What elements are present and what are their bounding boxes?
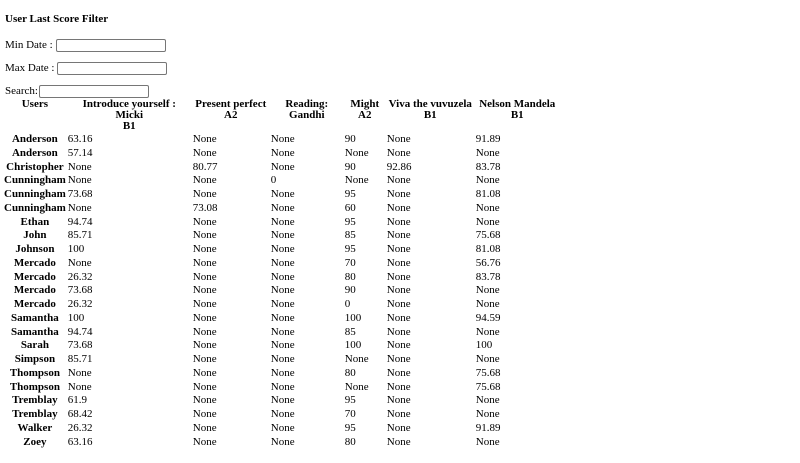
table-row bbox=[4, 408, 559, 422]
score-cell: None bbox=[386, 133, 411, 145]
table-row bbox=[4, 271, 559, 285]
score-cell: None bbox=[475, 201, 500, 214]
score-cell: None bbox=[270, 229, 295, 242]
score-cell: 100 bbox=[344, 311, 362, 324]
score-cell: 75.68 bbox=[475, 229, 501, 242]
score-cell: None bbox=[386, 380, 411, 393]
score-cell: None bbox=[270, 408, 295, 420]
score-cell: None bbox=[270, 421, 295, 434]
score-cell: None bbox=[270, 243, 295, 255]
column-header-line: A2 bbox=[224, 109, 238, 121]
score-cell: None bbox=[270, 256, 295, 269]
score-cell: 63.16 bbox=[67, 435, 93, 448]
score-cell: None bbox=[270, 380, 295, 393]
score-cell: None bbox=[270, 325, 295, 338]
score-cell: 75.68 bbox=[475, 366, 501, 379]
score-cell: None bbox=[192, 408, 217, 420]
table-body bbox=[4, 133, 559, 449]
score-cell: None bbox=[192, 133, 217, 145]
score-cell: None bbox=[386, 188, 411, 200]
score-cell: None bbox=[475, 298, 500, 310]
table-row bbox=[4, 422, 559, 436]
column-header-2[interactable] bbox=[193, 99, 269, 133]
score-cell: None bbox=[344, 380, 369, 393]
column-header-line: Introduce yourself : Micki bbox=[82, 98, 176, 121]
score-cell: None bbox=[192, 243, 217, 255]
table-row bbox=[4, 188, 559, 202]
score-cell: 75.68 bbox=[475, 380, 501, 393]
table-row bbox=[4, 216, 559, 230]
user-name-cell: Anderson bbox=[11, 133, 58, 145]
column-header-line: B1 bbox=[423, 109, 437, 121]
score-cell: None bbox=[67, 201, 92, 214]
table-row bbox=[4, 353, 559, 367]
score-cell: 95 bbox=[344, 188, 356, 200]
search-input[interactable] bbox=[39, 85, 149, 98]
table-row bbox=[4, 133, 559, 147]
score-cell: 80 bbox=[344, 366, 356, 379]
score-cell: 90 bbox=[344, 160, 356, 173]
score-cell: None bbox=[386, 298, 411, 310]
score-cell: None bbox=[270, 366, 295, 379]
score-cell: None bbox=[270, 435, 295, 448]
column-header-3[interactable] bbox=[271, 99, 343, 133]
user-name-cell: Tremblay bbox=[12, 394, 58, 407]
score-cell: 100 bbox=[344, 339, 362, 352]
user-name-cell: Walker bbox=[17, 421, 53, 434]
score-cell: 95 bbox=[344, 394, 356, 407]
min-date-input[interactable] bbox=[56, 39, 166, 52]
score-cell: None bbox=[67, 380, 92, 393]
score-cell: None bbox=[192, 380, 217, 393]
score-cell: None bbox=[270, 133, 295, 145]
score-cell: None bbox=[386, 229, 411, 242]
score-cell: 56.76 bbox=[475, 256, 501, 269]
score-cell: None bbox=[192, 353, 217, 365]
column-header-4[interactable] bbox=[345, 99, 385, 133]
column-header-0[interactable] bbox=[4, 99, 66, 133]
score-cell: None bbox=[386, 201, 411, 214]
search-label: Search: bbox=[5, 85, 38, 97]
score-cell: None bbox=[270, 188, 295, 200]
table-row bbox=[4, 174, 559, 188]
score-cell: 92.86 bbox=[386, 160, 412, 173]
user-name-cell: Johnson bbox=[15, 243, 55, 255]
score-cell: None bbox=[192, 421, 217, 434]
max-date-input[interactable] bbox=[57, 62, 167, 75]
score-cell: None bbox=[192, 215, 217, 228]
score-cell: 94.74 bbox=[67, 215, 93, 228]
score-cell: 73.68 bbox=[67, 284, 93, 297]
score-cell: 90 bbox=[344, 133, 356, 145]
score-cell: None bbox=[386, 256, 411, 269]
score-cell: None bbox=[386, 366, 411, 379]
score-cell: 91.89 bbox=[475, 133, 501, 145]
score-cell: 80 bbox=[344, 270, 356, 283]
max-date-label: Max Date : bbox=[5, 62, 55, 74]
user-name-cell: Mercado bbox=[13, 284, 56, 297]
score-cell: 81.08 bbox=[475, 243, 501, 255]
score-cell: None bbox=[386, 339, 411, 352]
user-name-cell: Simpson bbox=[14, 353, 56, 365]
score-cell: None bbox=[270, 394, 295, 407]
score-cell: 81.08 bbox=[475, 188, 501, 200]
user-name-cell: Mercado bbox=[13, 270, 56, 283]
table-row bbox=[4, 229, 559, 243]
score-cell: None bbox=[386, 284, 411, 297]
score-cell: None bbox=[344, 174, 369, 187]
column-header-5[interactable] bbox=[387, 99, 474, 133]
score-cell: None bbox=[386, 243, 411, 255]
user-name-cell: Cunningham bbox=[4, 174, 66, 187]
score-cell: 70 bbox=[344, 256, 356, 269]
score-cell: None bbox=[344, 353, 369, 365]
score-cell: 85.71 bbox=[67, 353, 93, 365]
score-cell: None bbox=[475, 353, 500, 365]
score-cell: 83.78 bbox=[475, 270, 501, 283]
score-cell: 80 bbox=[344, 435, 356, 448]
score-cell: None bbox=[67, 256, 92, 269]
column-header-line: B1 bbox=[510, 109, 524, 121]
table-row bbox=[4, 339, 559, 353]
user-name-cell: Ethan bbox=[20, 215, 50, 228]
score-cell: None bbox=[270, 284, 295, 297]
score-cell: None bbox=[192, 256, 217, 269]
score-cell: None bbox=[192, 270, 217, 283]
user-name-cell: Zoey bbox=[23, 435, 47, 448]
table-row bbox=[4, 394, 559, 408]
score-cell: None bbox=[475, 408, 500, 420]
score-cell: None bbox=[475, 325, 500, 338]
column-header-line: Might bbox=[350, 98, 380, 110]
column-header-6[interactable] bbox=[476, 99, 559, 133]
score-cell: None bbox=[270, 215, 295, 228]
table-row bbox=[4, 147, 559, 161]
score-cell: 85 bbox=[344, 229, 356, 242]
score-cell: 73.68 bbox=[67, 339, 93, 352]
score-cell: 90 bbox=[344, 284, 356, 297]
column-header-line: Nelson Mandela bbox=[479, 98, 556, 110]
score-cell: None bbox=[475, 435, 500, 448]
score-cell: 0 bbox=[344, 298, 351, 310]
score-cell: 26.32 bbox=[67, 298, 93, 310]
user-name-cell: Sarah bbox=[20, 339, 49, 352]
score-cell: None bbox=[344, 146, 369, 159]
score-cell: None bbox=[192, 311, 217, 324]
score-cell: None bbox=[386, 174, 411, 187]
score-cell: 94.74 bbox=[67, 325, 93, 338]
score-cell: 68.42 bbox=[67, 408, 93, 420]
user-name-cell: Cunningham bbox=[4, 188, 66, 200]
score-cell: None bbox=[192, 339, 217, 352]
column-header-1[interactable] bbox=[68, 99, 191, 133]
score-cell: None bbox=[192, 174, 217, 187]
score-cell: None bbox=[386, 325, 411, 338]
table-row bbox=[4, 257, 559, 271]
score-cell: 60 bbox=[344, 201, 356, 214]
table-row bbox=[4, 298, 559, 312]
column-header-line: B1 bbox=[122, 120, 136, 132]
score-cell: None bbox=[475, 284, 500, 297]
score-cell: None bbox=[192, 325, 217, 338]
table-header bbox=[4, 99, 559, 133]
page-title: User Last Score Filter bbox=[5, 13, 109, 25]
score-cell: None bbox=[192, 394, 217, 407]
page-container bbox=[0, 13, 800, 449]
score-cell: None bbox=[270, 298, 295, 310]
score-cell: None bbox=[67, 366, 92, 379]
table-row bbox=[4, 161, 559, 175]
score-cell: None bbox=[386, 394, 411, 407]
max-date-row bbox=[5, 61, 795, 76]
user-name-cell: Anderson bbox=[11, 146, 58, 159]
score-cell: None bbox=[386, 421, 411, 434]
score-cell: None bbox=[192, 188, 217, 200]
user-name-cell: Samantha bbox=[11, 325, 59, 338]
score-cell: None bbox=[67, 174, 92, 187]
search-row bbox=[5, 84, 795, 99]
score-cell: 95 bbox=[344, 215, 356, 228]
score-cell: 73.68 bbox=[67, 188, 93, 200]
column-header-line: A2 bbox=[358, 109, 372, 121]
column-header-line: Users bbox=[21, 98, 49, 110]
score-cell: None bbox=[475, 146, 500, 159]
score-cell: 57.14 bbox=[67, 146, 93, 159]
score-cell: None bbox=[386, 435, 411, 448]
score-cell: 70 bbox=[344, 408, 356, 420]
table-row bbox=[4, 326, 559, 340]
min-date-row bbox=[5, 38, 795, 53]
score-cell: None bbox=[475, 215, 500, 228]
score-cell: None bbox=[67, 160, 92, 173]
user-name-cell: Thompson bbox=[9, 380, 60, 393]
score-cell: 73.08 bbox=[192, 201, 218, 214]
score-cell: None bbox=[270, 270, 295, 283]
score-cell: 0 bbox=[270, 174, 277, 187]
user-name-cell: Mercado bbox=[13, 256, 56, 269]
score-cell: 26.32 bbox=[67, 270, 93, 283]
header-row bbox=[4, 99, 559, 133]
score-cell: 95 bbox=[344, 421, 356, 434]
score-cell: None bbox=[386, 146, 411, 159]
score-cell: None bbox=[192, 284, 217, 297]
score-cell: 95 bbox=[344, 243, 356, 255]
table-row bbox=[4, 381, 559, 395]
user-name-cell: Mercado bbox=[13, 298, 56, 310]
score-cell: None bbox=[475, 394, 500, 407]
table-row bbox=[4, 284, 559, 298]
table-row bbox=[4, 367, 559, 381]
score-cell: 85.71 bbox=[67, 229, 93, 242]
score-cell: None bbox=[386, 353, 411, 365]
table-row bbox=[4, 243, 559, 257]
score-cell: None bbox=[475, 174, 500, 187]
score-cell: 80.77 bbox=[192, 160, 218, 173]
table-row bbox=[4, 436, 559, 450]
score-cell: 100 bbox=[475, 339, 493, 352]
score-cell: None bbox=[192, 146, 217, 159]
user-name-cell: Thompson bbox=[9, 366, 60, 379]
user-name-cell: John bbox=[23, 229, 47, 242]
user-name-cell: Samantha bbox=[11, 311, 59, 324]
score-cell: 100 bbox=[67, 243, 85, 255]
score-cell: 91.89 bbox=[475, 421, 501, 434]
score-cell: None bbox=[192, 435, 217, 448]
score-cell: 61.9 bbox=[67, 394, 88, 407]
user-name-cell: Christopher bbox=[6, 160, 64, 173]
score-cell: None bbox=[192, 229, 217, 242]
column-header-line: Gandhi bbox=[289, 109, 325, 121]
score-cell: None bbox=[270, 339, 295, 352]
score-cell: None bbox=[386, 215, 411, 228]
table-row bbox=[4, 312, 559, 326]
column-header-line: Present perfect bbox=[195, 98, 267, 110]
score-cell: None bbox=[192, 298, 217, 310]
score-cell: None bbox=[270, 201, 295, 214]
scores-table bbox=[2, 99, 561, 449]
min-date-label: Min Date : bbox=[5, 39, 53, 51]
score-cell: 100 bbox=[67, 311, 85, 324]
score-cell: None bbox=[270, 353, 295, 365]
score-cell: 83.78 bbox=[475, 160, 501, 173]
column-header-line: Reading: bbox=[285, 98, 329, 110]
table-row bbox=[4, 202, 559, 216]
score-cell: 63.16 bbox=[67, 133, 93, 145]
score-cell: None bbox=[270, 311, 295, 324]
score-cell: None bbox=[192, 366, 217, 379]
score-cell: 94.59 bbox=[475, 311, 501, 324]
user-name-cell: Cunningham bbox=[4, 201, 66, 214]
score-cell: None bbox=[386, 270, 411, 283]
score-cell: None bbox=[386, 311, 411, 324]
score-cell: None bbox=[270, 160, 295, 173]
column-header-line: Viva the vuvuzela bbox=[388, 98, 472, 110]
score-cell: 26.32 bbox=[67, 421, 93, 434]
score-cell: None bbox=[270, 146, 295, 159]
score-cell: 85 bbox=[344, 325, 356, 338]
score-cell: None bbox=[386, 408, 411, 420]
user-name-cell: Tremblay bbox=[12, 408, 58, 420]
